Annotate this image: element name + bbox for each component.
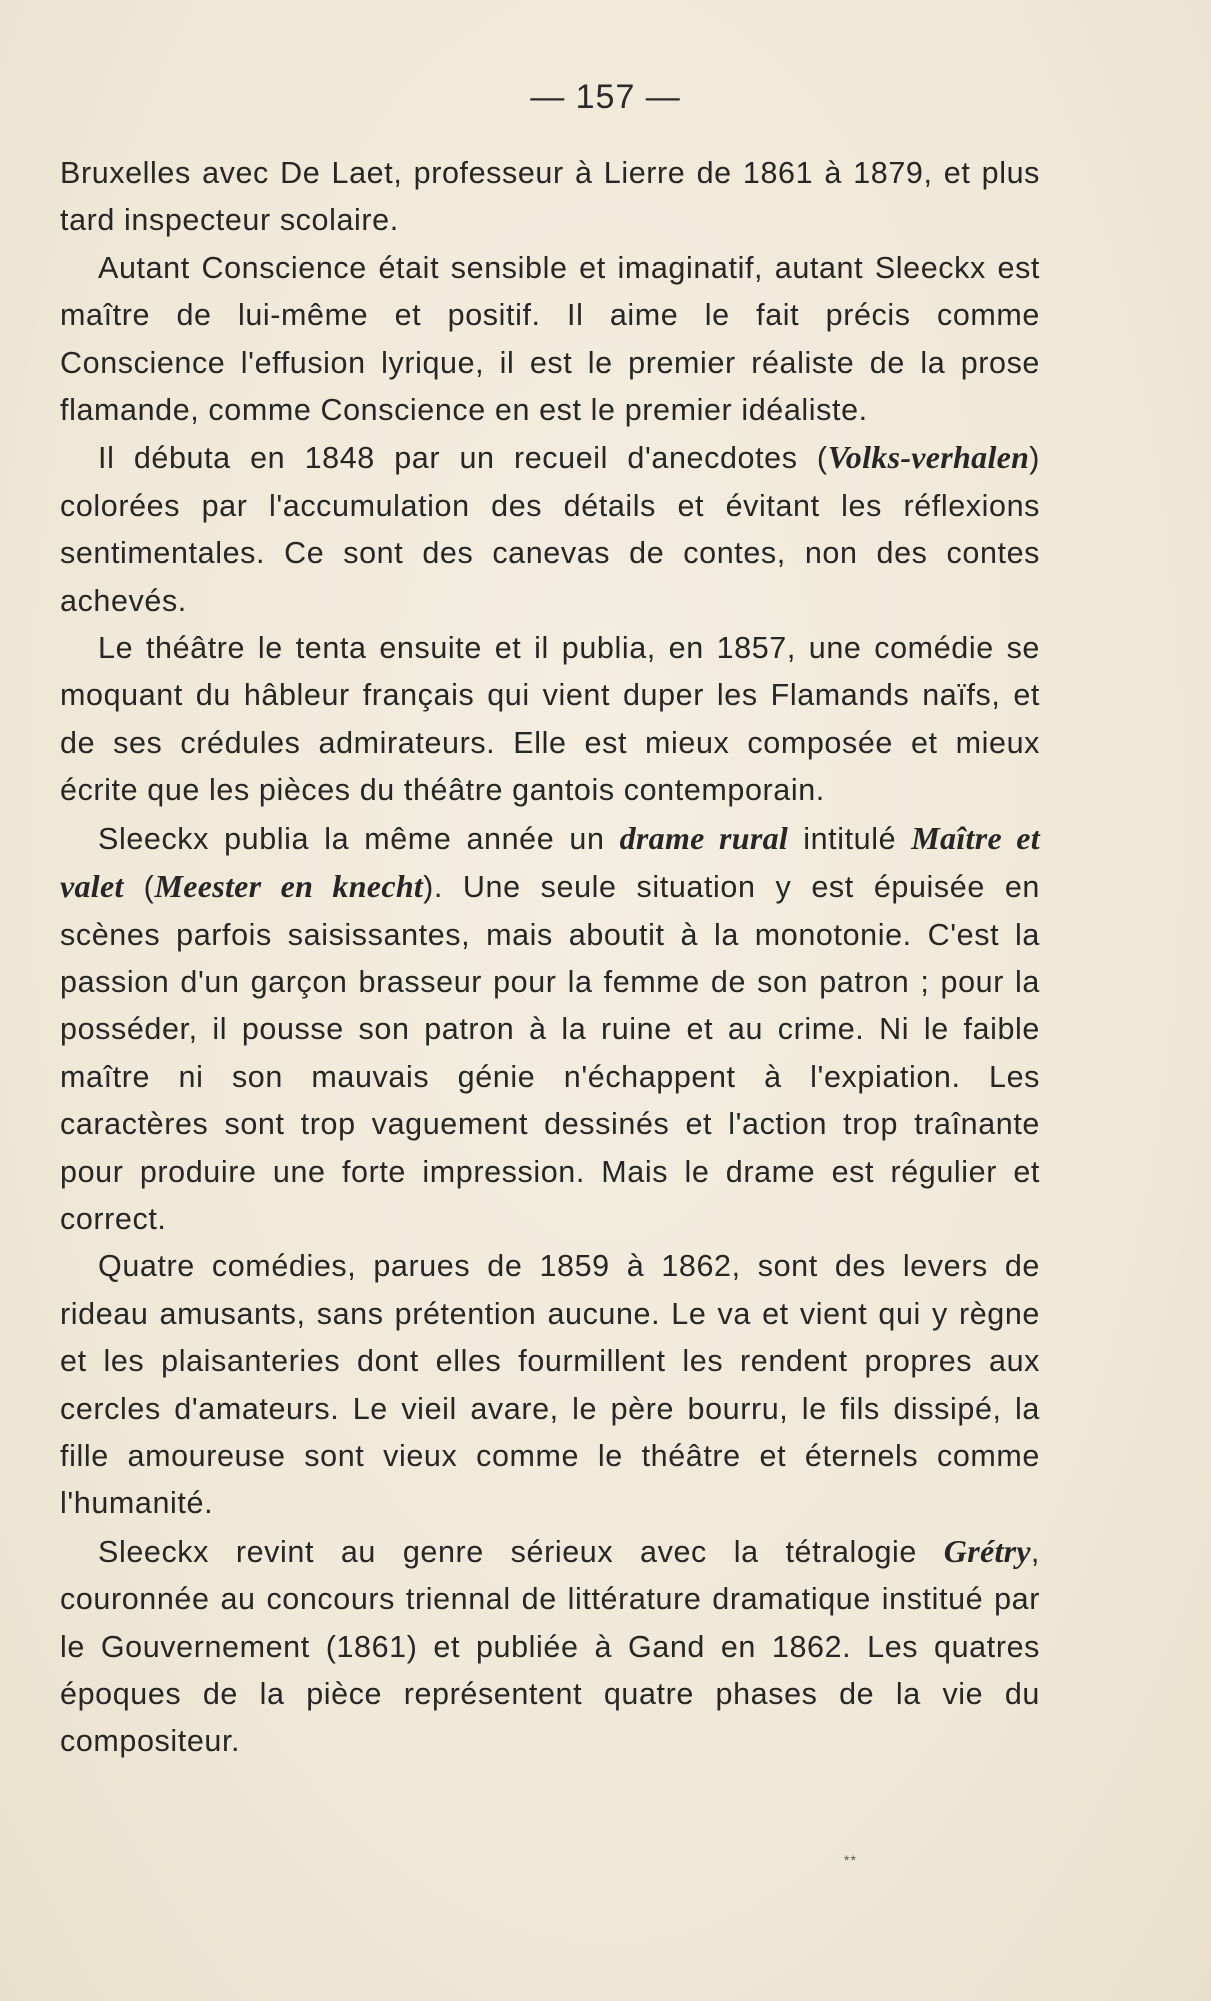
paragraph	[60, 150, 1040, 245]
paragraph	[60, 1528, 1040, 1766]
text-run: Il débuta en 1848 par un recueil d'anecdotes (	[98, 441, 828, 476]
text-run: intitulé	[788, 821, 912, 856]
text-run: Autant Conscience était sensible et imaginatif, autant Sleeckx est maître de lui-même et positif. Il aime le fait précis comme Conscience l'effusion lyrique, il est le premier réaliste de la prose flamande, comme Conscience en est le premier idéaliste.	[60, 250, 1040, 428]
text-run: , couronnée au concours triennal de littérature dramatique institué par le Gouvernement (1861) et publiée à Gand en 1862. Les quatres époques de la pièce représentent quatre phases de la vie du compositeur.	[60, 1534, 1040, 1759]
paragraph	[60, 245, 1040, 435]
italic-text: Meester en knecht	[154, 868, 424, 905]
text-run: (	[123, 870, 155, 905]
paragraph	[60, 815, 1040, 1244]
paragraph	[60, 625, 1040, 815]
italic-text: Volks-verhalen	[827, 439, 1030, 476]
italic-text: drame rural	[619, 819, 789, 856]
text-run: Sleeckx revint au genre sérieux avec la tétralogie	[98, 1534, 944, 1569]
text-run: ). Une seule situation y est épuisée en scènes parfois saisissantes, mais aboutit à la monotonie. C'est la passion d'un garçon brasseur pour la femme de son patron ; pour la posséder, il pousse son patron à la ruine et au crime. Ni le faible maître ni son mauvais génie n'échappent à l'expiation. Les caractères sont trop vaguement dessinés et l'action trop traînante pour produire une forte impression. Mais le drame est régulier et correct.	[60, 870, 1040, 1236]
paragraph	[60, 1243, 1040, 1527]
signature-mark: **	[844, 1852, 857, 1868]
paragraph	[60, 434, 1040, 625]
italic-text: Grétry	[943, 1532, 1031, 1569]
text-run: ) colorées par l'accumulation des détails et évitant les réflexions sentimentales. Ce sont des canevas de contes, non des contes achevés.	[60, 441, 1040, 618]
text-run: Le théâtre le tenta ensuite et il publia, en 1857, une comédie se moquant du hâbleur français qui vient duper les Flamands naïfs, et de ses crédules admirateurs. Elle est mieux composée et mieux écrite que les pièces du théâtre gantois contemporain.	[60, 631, 1040, 808]
page-number: — 157 —	[530, 78, 681, 116]
text-run: Sleeckx publia la même année un	[98, 821, 620, 856]
body-text	[60, 150, 1040, 1766]
text-run: Quatre comédies, parues de 1859 à 1862, sont des levers de rideau amusants, sans prétention aucune. Le va et vient qui y règne et les plaisanteries dont elles fourmillent les rendent propres aux cercles d'amateurs. Le vieil avare, le père bourru, le fils dissipé, la fille amoureuse sont vieux comme le théâtre et éternels comme l'humanité.	[60, 1249, 1040, 1521]
text-run: Bruxelles avec De Laet, professeur à Lierre de 1861 à 1879, et plus tard inspecteur scolaire.	[60, 156, 1040, 238]
italic-text: Maître et valet	[60, 819, 1040, 905]
